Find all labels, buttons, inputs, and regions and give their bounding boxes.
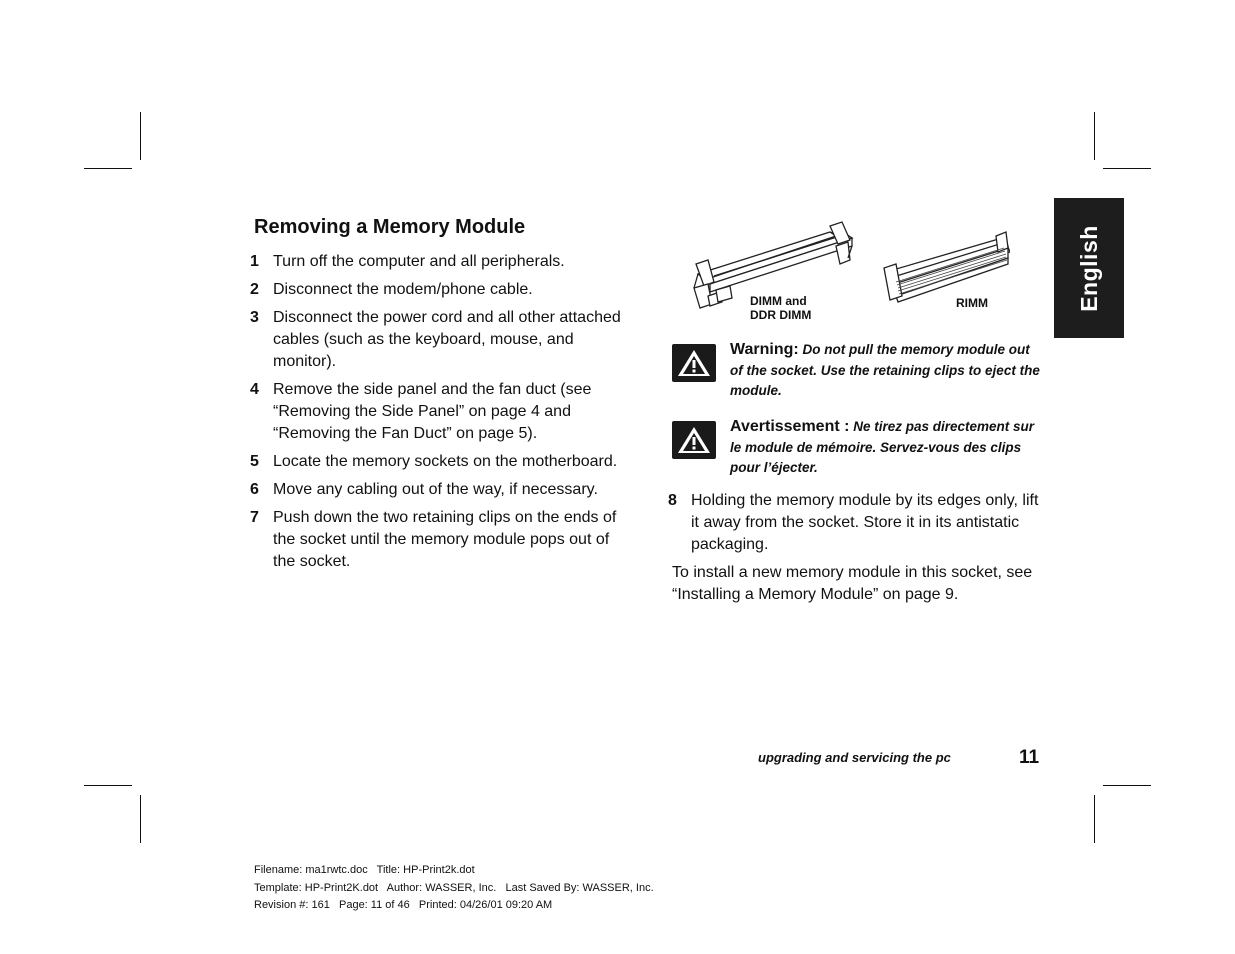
warning-icon (672, 344, 716, 382)
section-title: Removing a Memory Module (254, 216, 526, 238)
rimm-label: RIMM (956, 296, 988, 310)
step-text: Remove the side panel and the fan duct (see “Removing the Side Panel” on page 4 and “Removing the Fan Duct” on page 5). (273, 381, 592, 442)
step-number: 8 (668, 492, 677, 509)
dimm-label-line: DDR DIMM (750, 308, 812, 322)
warning-heading: Warning: (730, 341, 799, 358)
dimm-label-line: DIMM and (750, 294, 807, 308)
step-number: 4 (250, 381, 259, 398)
dimm-label (750, 294, 811, 322)
memory-module-figure (690, 212, 1010, 330)
step-text: Move any cabling out of the way, if necessary. (273, 481, 598, 498)
running-footer: upgrading and servicing the pc (758, 750, 951, 765)
step-text: Turn off the computer and all peripherals. (273, 253, 565, 270)
step-number: 2 (250, 281, 259, 298)
step-number: 6 (250, 481, 259, 498)
dimm-socket-illustration (690, 212, 1010, 330)
warning-body: Do not pull the memory module out of the socket. Use the retaining clips to eject the module. (730, 342, 1040, 398)
step-item (250, 479, 635, 501)
step-number: 3 (250, 309, 259, 326)
step-item (668, 490, 1043, 556)
page-number: 11 (1019, 747, 1040, 768)
step-item (250, 279, 635, 301)
step-item (250, 307, 635, 373)
metadata-line: Template: HP-Print2K.dot Author: WASSER, Inc. Last Saved By: WASSER, Inc. (254, 881, 654, 894)
crop-mark (84, 168, 132, 169)
avertissement-callout (672, 417, 1042, 479)
warning-text-block (730, 340, 1042, 402)
crop-mark (140, 795, 141, 843)
step-text: Disconnect the modem/phone cable. (273, 281, 533, 298)
metadata-line: Filename: ma1rwtc.doc Title: HP-Print2k.dot (254, 864, 475, 876)
install-note: To install a new memory module in this socket, see “Installing a Memory Module” on page 9. (672, 564, 1033, 603)
step-text: Locate the memory sockets on the motherboard. (273, 453, 618, 470)
step-number: 1 (250, 253, 259, 270)
crop-mark (1094, 795, 1095, 843)
warning-callout (672, 340, 1042, 402)
step-text: Disconnect the power cord and all other attached cables (such as the keyboard, mouse, and monitor). (273, 309, 621, 370)
step-item (250, 451, 635, 473)
language-tab-label: English (1075, 224, 1102, 312)
crop-mark (1094, 112, 1095, 160)
crop-mark (84, 785, 132, 786)
step-item (250, 379, 635, 445)
document-metadata (254, 862, 654, 915)
steps-list (250, 251, 635, 579)
crop-mark (1103, 785, 1151, 786)
step-text: Push down the two retaining clips on the ends of the socket until the memory module pops out of the socket. (273, 509, 617, 570)
crop-mark (1103, 168, 1151, 169)
avertissement-text-block (730, 417, 1042, 479)
avertissement-body: Ne tirez pas directement sur le module de mémoire. Servez-vous des clips pour l’éjecter. (730, 419, 1035, 475)
step-number: 7 (250, 509, 259, 526)
step-item (250, 251, 635, 273)
metadata-line: Revision #: 161 Page: 11 of 46 Printed: 04/26/01 09:20 AM (254, 899, 553, 911)
step-item (250, 507, 635, 573)
avertissement-heading: Avertissement : (730, 418, 850, 435)
step-number: 5 (250, 453, 259, 470)
warning-icon (672, 421, 716, 459)
language-tab (1054, 198, 1124, 338)
step-text: Holding the memory module by its edges only, lift it away from the socket. Store it in its antistatic packaging. (691, 492, 1039, 553)
crop-mark (140, 112, 141, 160)
